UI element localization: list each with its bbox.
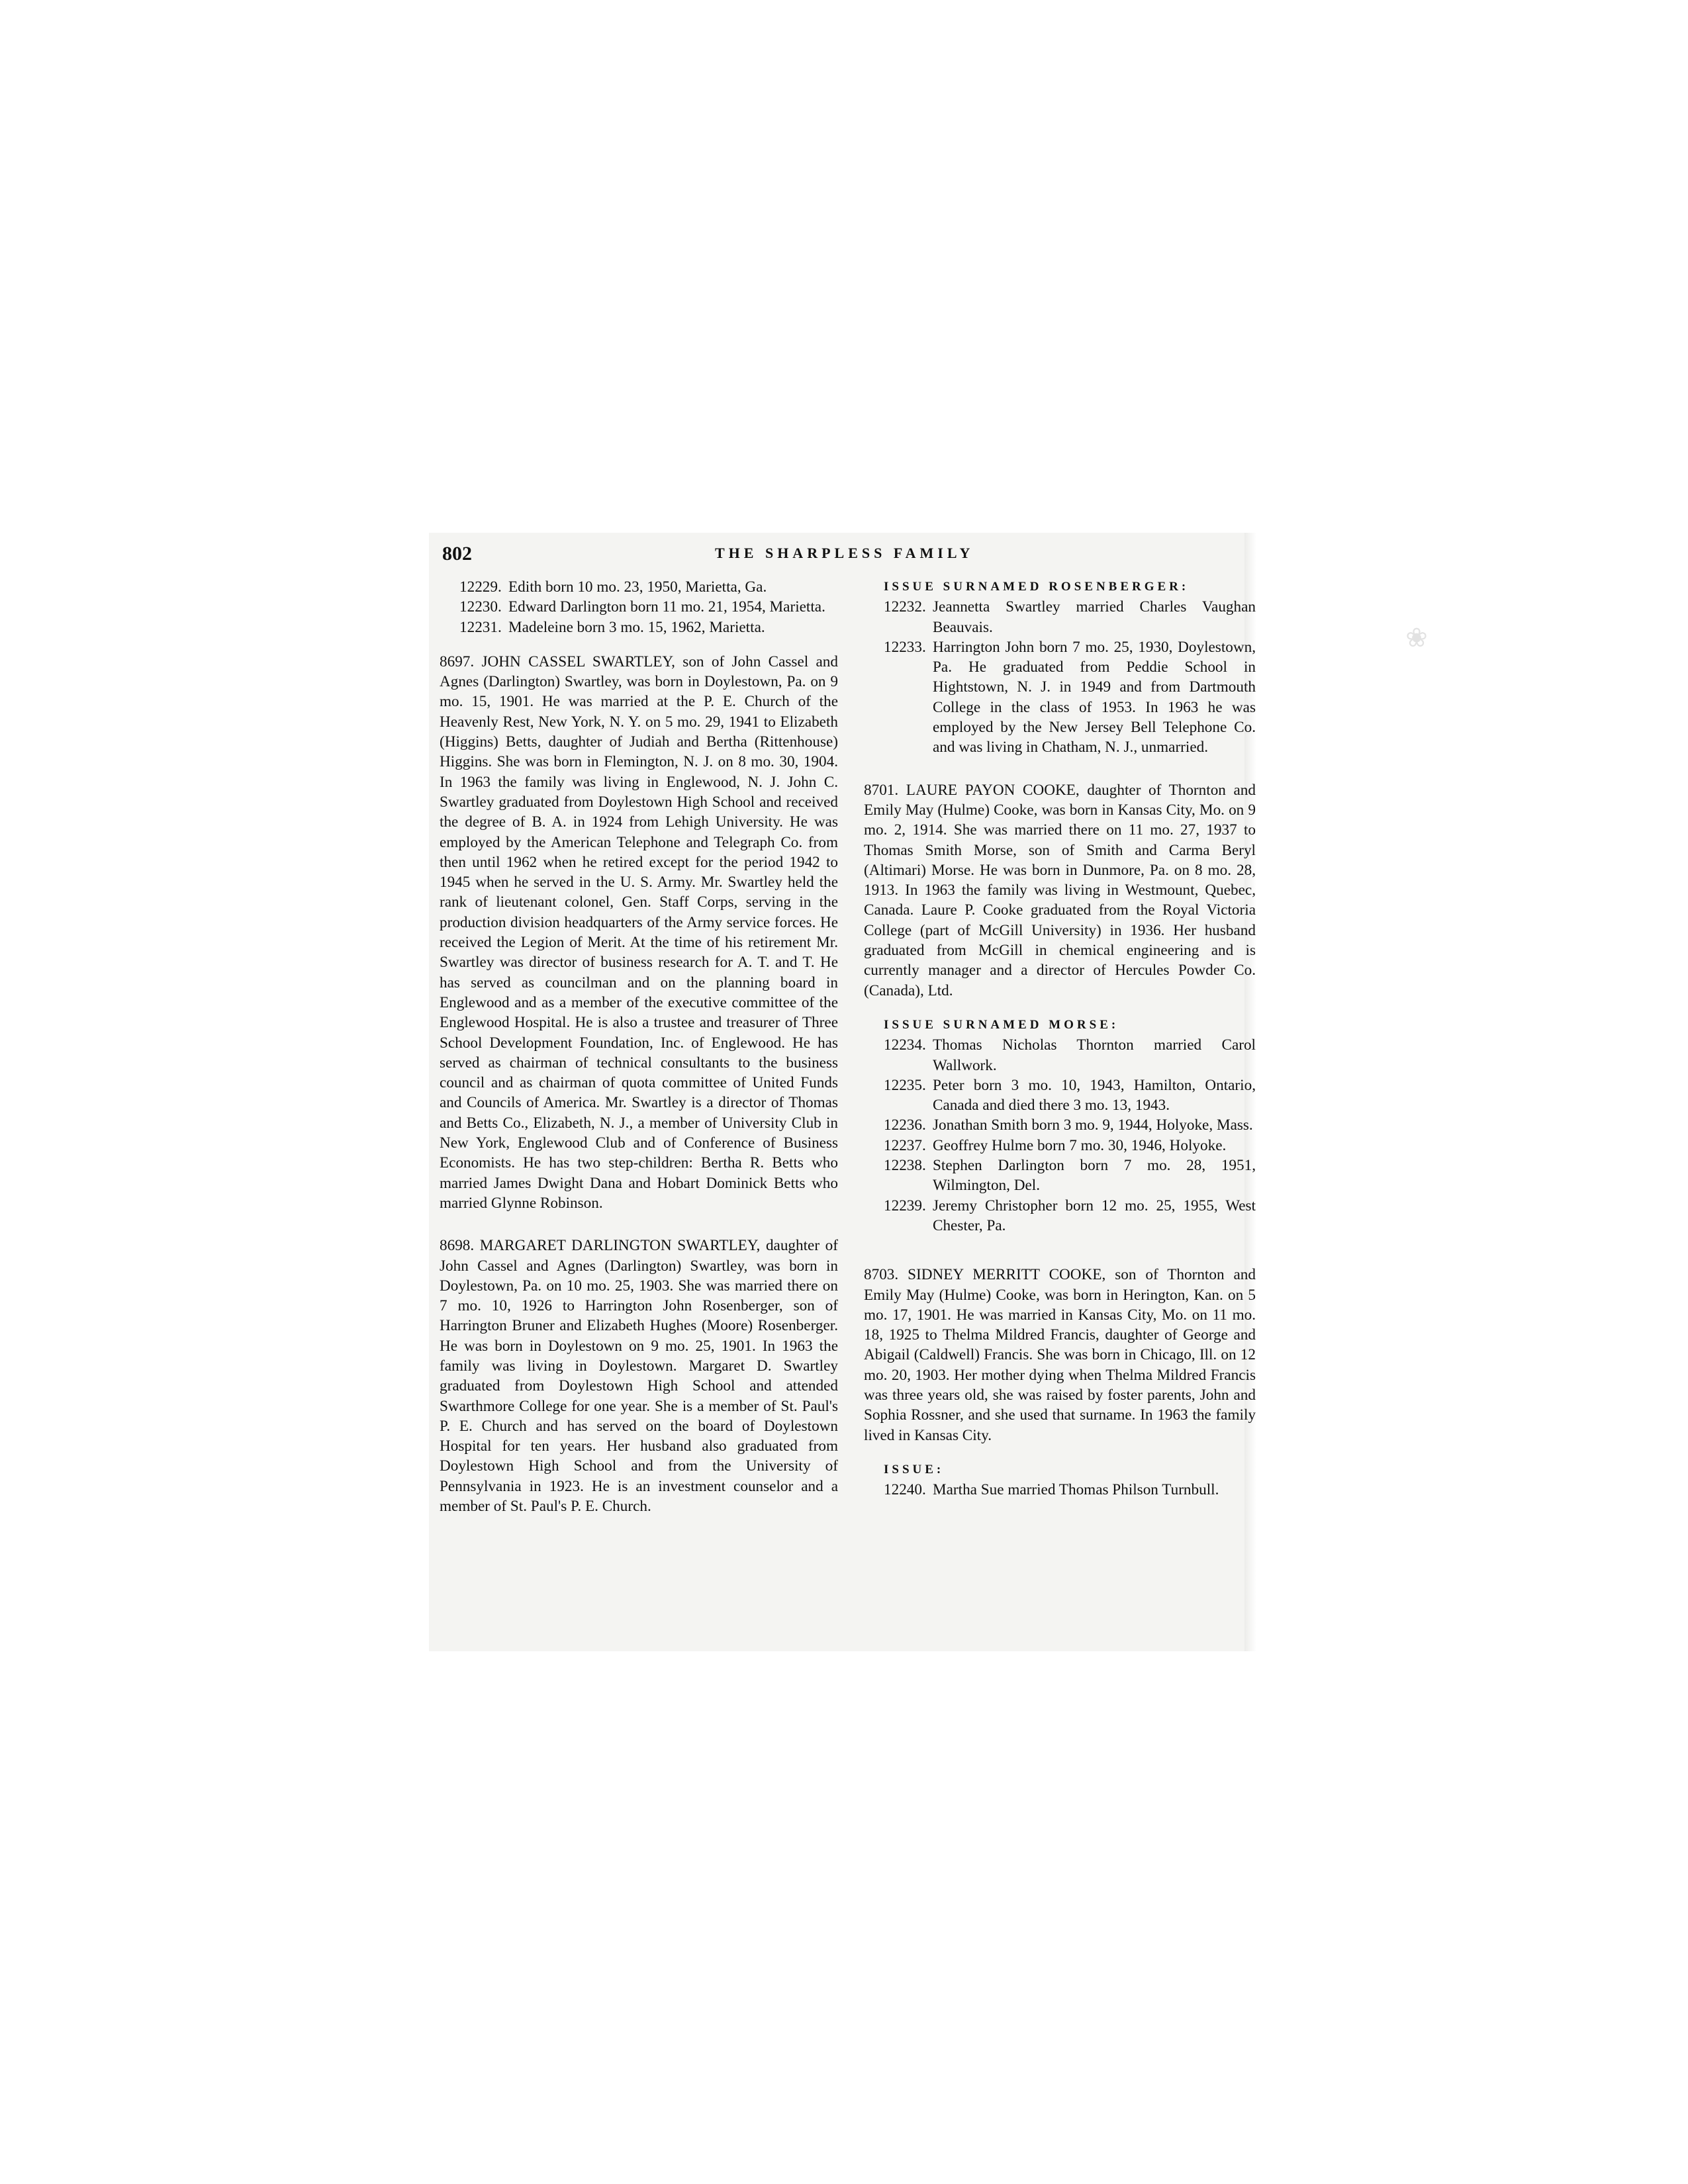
leaf-icon: ❀ [1405, 623, 1428, 653]
child-text: Stephen Darlington born 7 mo. 28, 1951, Wilmington, Del. [933, 1157, 1256, 1195]
child-entry [864, 1480, 1256, 1500]
left-column [440, 577, 838, 1516]
entry-8698: 8698. MARGARET DARLINGTON SWARTLEY, daughter of John Cassel and Agnes (Darlington) Swartley, was born in Doylestown, Pa. on 10 mo. 25, 1903. She was married there on 7 mo. 10, 1926 to Harrington John Rosenberger, son of Harrington Bruner and Elizabeth Hughes (Moore) Rosenberger. He was born in Doylestown on 9 mo. 25, 1901. In 1963 the family was living in Doylestown. Margaret D. Swartley graduated from Doylestown High School and attended Swarthmore College for one year. She is a member of St. Paul's P. E. Church and has served on the board of Doylestown Hospital for ten years. Her husband also graduated from Doylestown High School and from the University of Pennsylvania in 1923. He is an investment counselor and a member of St. Paul's P. E. Church. [440, 1237, 838, 1516]
right-column [864, 577, 1256, 1500]
child-number: 12232. [884, 598, 926, 616]
child-number: 12238. [884, 1157, 926, 1175]
child-entry [864, 1035, 1256, 1075]
child-text: Peter born 3 mo. 10, 1943, Hamilton, Ontario, Canada and died there 3 mo. 13, 1943. [933, 1076, 1256, 1115]
issue-heading: ISSUE: [884, 1462, 945, 1477]
entry-8701: 8701. LAURE PAYON COOKE, daughter of Thornton and Emily May (Hulme) Cooke, was born in Kansas City, Mo. on 9 mo. 2, 1914. She was married there on 11 mo. 27, 1937 to Thomas Smith Morse, son of Smith and Carma Beryl (Altimari) Morse. He was born in Dunmore, Pa. on 8 mo. 28, 1913. In 1963 the family was living in Westmount, Quebec, Canada. Laure P. Cooke graduated from the Royal Victoria College (part of McGill University) in 1936. Her husband graduated from McGill in chemical engineering and is currently manager and a director of Hercules Powder Co. (Canada), Ltd. [864, 781, 1256, 999]
issue-heading: ISSUE SURNAMED ROSENBERGER: [884, 580, 1190, 594]
child-text: Martha Sue married Thomas Philson Turnbull. [933, 1481, 1219, 1499]
child-number: 12236. [884, 1116, 926, 1134]
page-number: 802 [442, 543, 472, 565]
running-head: THE SHARPLESS FAMILY [715, 545, 974, 561]
child-entry [440, 617, 838, 637]
child-text: Madeleine born 3 mo. 15, 1962, Marietta. [508, 618, 765, 636]
child-text: Jonathan Smith born 3 mo. 9, 1944, Holyoke, Mass. [933, 1116, 1253, 1134]
child-entry [864, 1136, 1256, 1156]
child-entry [864, 1196, 1256, 1236]
child-text: Edith born 10 mo. 23, 1950, Marietta, Ga. [508, 578, 767, 596]
child-number: 12239. [884, 1197, 926, 1214]
child-entry [440, 577, 838, 597]
child-number: 12230. [459, 598, 502, 616]
entry-8697: 8697. JOHN CASSEL SWARTLEY, son of John Cassel and Agnes (Darlington) Swartley, was born in Doylestown, Pa. on 9 mo. 15, 1901. He was married at the P. E. Church of the Heavenly Rest, New York, N. Y. on 5 mo. 29, 1941 to Elizabeth (Higgins) Betts, daughter of Judiah and Bertha (Rittenhouse) Higgins. She was born in Flemington, N. J. on 8 mo. 30, 1904. In 1963 the family was living in Englewood, N. J. John C. Swartley graduated from Doylestown High School and received the degree of B. A. in 1924 from Lehigh University. He was employed by the American Telephone and Telegraph Co. from then until 1962 when he retired except for the period 1942 to 1945 when he served in the U. S. Army. Mr. Swartley held the rank of lieutenant colonel, Gen. Staff Corps, serving in the production division headquarters of the Army service forces. He received the Legion of Merit. At the time of his retirement Mr. Swartley was director of business research for A. T. and T. He has served as councilman and on the planning board in Englewood and as a member of the executive committee of the Englewood Hospital. He is also a trustee and treasurer of Three School Development Foundation, Inc. of Englewood. He has served as chairman of technical consultants to the business council and as chairman of quota committee of United Funds and Councils of America. Mr. Swartley is a director of Thomas and Betts Co., Elizabeth, N. J., a member of University Club in New York, Englewood Club and of Conference of Business Economists. He has two step-children: Bertha R. Betts who married James Dwight Dana and Hobart Dominick Betts who married Glynne Robinson. [440, 653, 838, 1212]
issue-heading: ISSUE SURNAMED MORSE: [884, 1017, 1119, 1032]
child-number: 12237. [884, 1136, 926, 1154]
child-text: Jeannetta Swartley married Charles Vaughan Beauvais. [933, 598, 1256, 636]
child-number: 12234. [884, 1036, 926, 1054]
child-entry [864, 1156, 1256, 1196]
child-number: 12235. [884, 1076, 926, 1094]
child-entry [864, 1115, 1256, 1135]
child-text: Geoffrey Hulme born 7 mo. 30, 1946, Holyoke. [933, 1136, 1227, 1154]
child-text: Jeremy Christopher born 12 mo. 25, 1955, West Chester, Pa. [933, 1197, 1256, 1234]
child-number: 12229. [459, 578, 502, 596]
child-number: 12233. [884, 638, 926, 656]
child-text: Thomas Nicholas Thornton married Carol Wallwork. [933, 1036, 1256, 1074]
child-text: Edward Darlington born 11 mo. 21, 1954, Marietta. [508, 598, 825, 616]
child-number: 12240. [884, 1481, 926, 1499]
entry-8703: 8703. SIDNEY MERRITT COOKE, son of Thornton and Emily May (Hulme) Cooke, was born in Herington, Kan. on 5 mo. 17, 1901. He was married in Kansas City, Mo. on 11 mo. 18, 1925 to Thelma Mildred Francis, daughter of George and Abigail (Caldwell) Francis. She was born in Chicago, Ill. on 12 mo. 20, 1903. Her mother dying when Thelma Mildred Francis was three years old, she was raised by foster parents, John and Sophia Rossner, and she used that surname. In 1963 the family lived in Kansas City. [864, 1266, 1256, 1444]
child-number: 12231. [459, 618, 502, 636]
child-entry [864, 637, 1256, 758]
child-entry [440, 597, 838, 617]
child-entry [864, 597, 1256, 637]
child-entry [864, 1075, 1256, 1116]
child-text: Harrington John born 7 mo. 25, 1930, Doylestown, Pa. He graduated from Peddie School in Hightstown, N. J. in 1949 and from Dartmouth College in the class of 1953. In 1963 he was employed by the New Jersey Bell Telephone Co. and was living in Chatham, N. J., unmarried. [933, 638, 1256, 756]
